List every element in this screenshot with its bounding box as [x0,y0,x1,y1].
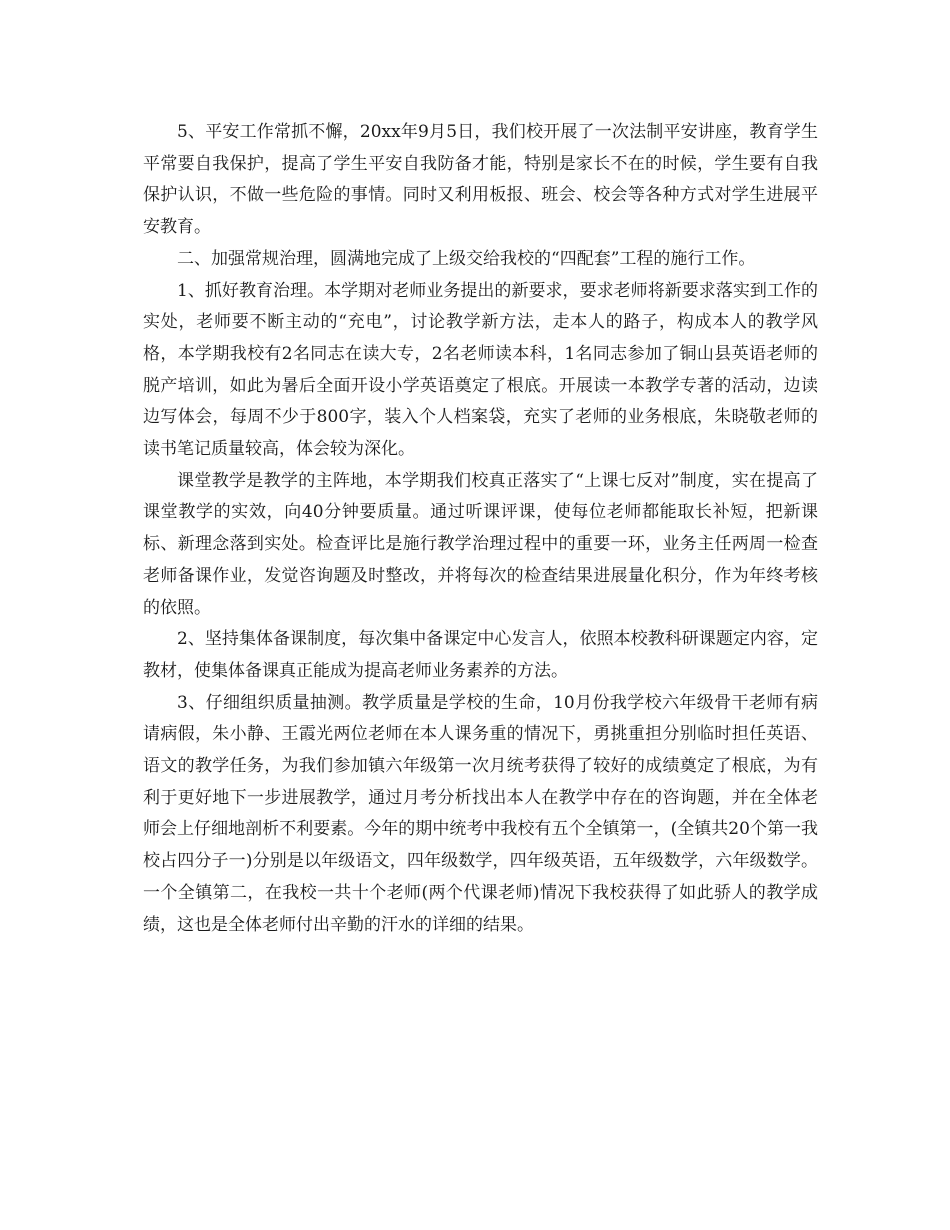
paragraph-safety-work: 5、平安工作常抓不懈，20xx年9月5日，我们校开展了一次法制平安讲座，教育学生平常要自我保护，提高了学生平安自我防备才能，特别是家长不在的时候，学生要有自我保护认识，不做一些危险的事情。同时又利用板报、班会、校会等各种方式对学生进展平安教育。 [143,122,818,238]
paragraph-collective-lesson-prep: 2、坚持集体备课制度，每次集中备课定中心发言人，依照本校教科研课题定内容，定教材，使集体备课真正能成为提高老师业务素养的方法。 [143,629,818,681]
paragraph-education-management: 1、抓好教育治理。本学期对老师业务提出的新要求，要求老师将新要求落实到工作的实处，老师要不断主动的“充电”，讨论教学新方法，走本人的路子，构成本人的教学风格，本学期我校有2名同志在读大专，2名老师读本科，1名同志参加了铜山县英语老师的脱产培训，如此为暑后全面开设小学英语奠定了根底。开展读一本教学专著的活动，边读边写体会，每周不少于800字，装入个人档案袋，充实了老师的业务根底，朱晓敬老师的读书笔记质量较高，体会较为深化。 [143,280,818,460]
paragraph-classroom-teaching: 课堂教学是教学的主阵地，本学期我们校真正落实了“上课七反对”制度，实在提高了课堂教学的实效，向40分钟要质量。通过听课评课，使每位老师都能取长补短，把新课标、新理念落到实处。检查评比是施行教学治理过程中的重要一环，业务主任两周一检查老师备课作业，发觉咨询题及时整改，并将每次的检查结果进展量化积分，作为年终考核的依照。 [143,470,818,618]
document-body [143,117,818,941]
paragraph-section-two-heading: 二、加强常规治理，圆满地完成了上级交给我校的“四配套”工程的施行工作。 [177,248,756,269]
paragraph-quality-testing: 3、仔细组织质量抽测。教学质量是学校的生命，10月份我学校六年级骨干老师有病请病假，朱小静、王霞光两位老师在本人课务重的情况下，勇挑重担分别临时担任英语、语文的教学任务，为我们参加镇六年级第一次月统考获得了较好的成绩奠定了根底，为有利于更好地下一步进展教学，通过月考分析找出本人在教学中存在的咨询题，并在全体老师会上仔细地剖析不利要素。今年的期中统考中我校有五个全镇第一，(全镇共20个第一我校占四分子一)分别是以年级语文，四年级数学，四年级英语，五年级数学，六年级数学。一个全镇第二，在我校一共十个老师(两个代课老师)情况下我校获得了如此骄人的教学成绩，这也是全体老师付出辛勤的汗水的详细的结果。 [143,692,818,935]
